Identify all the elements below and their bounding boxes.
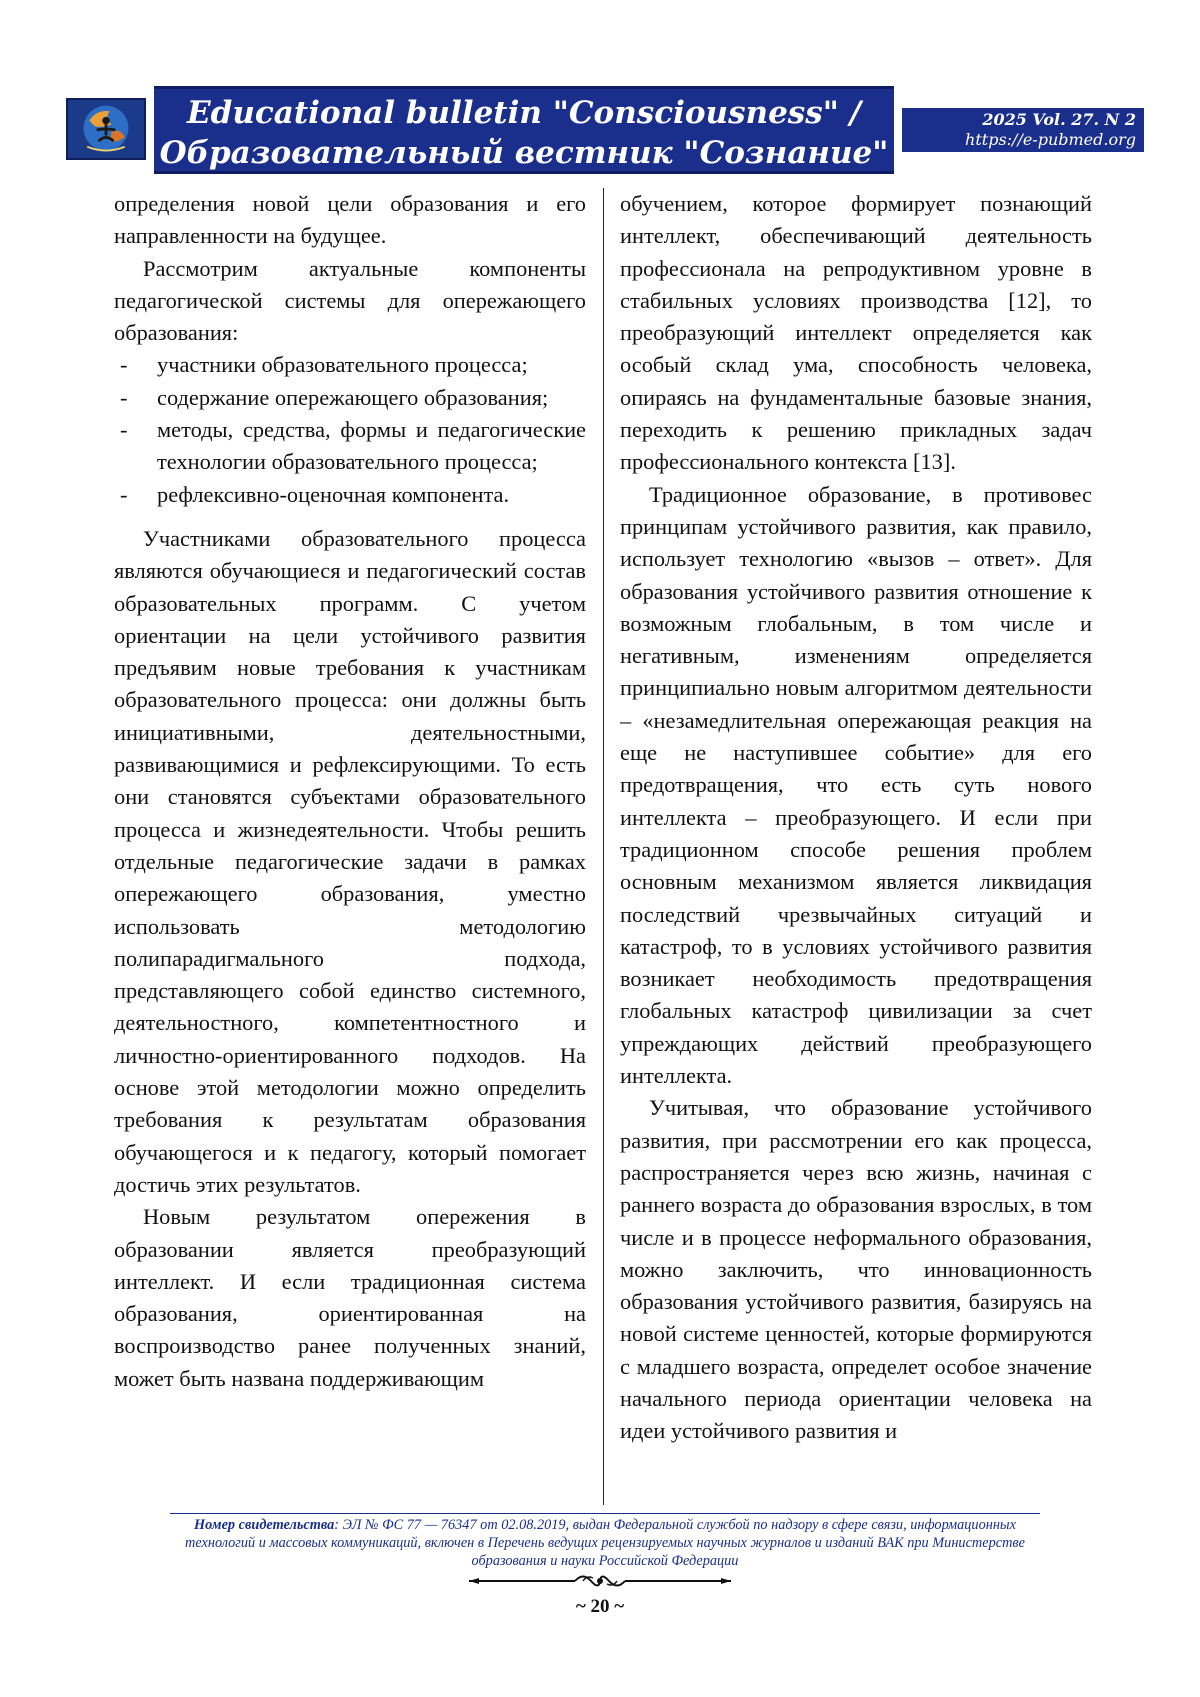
journal-title-banner <box>154 86 894 174</box>
components-list <box>114 349 586 510</box>
left-column <box>114 188 586 1505</box>
decorative-flourish-icon <box>465 1570 735 1592</box>
list-item: - содержание опережающего образования; <box>114 382 586 414</box>
paragraph: Рассмотрим актуальные компоненты педагогической системы для опережающего образования: <box>114 255 586 346</box>
paragraph: Новым результатом опережения в образовании является преобразующий интеллект. И если традиционная система образования, ориентированная на воспроизводство ранее полученных знаний, может быть названа поддерживающим <box>114 1204 586 1391</box>
certificate-text: : ЭЛ № ФС 77 — 76347 от 02.08.2019, выдан Федеральной службой по надзору в сфере связи, информационных технологий и массовых коммуникаций, включен в Перечень ведущих рецензируемых научных журналов и изданий ВАК при Министерстве образования и науки Российской Федерации <box>185 1517 1025 1569</box>
certificate-label: Номер свидетельства <box>194 1517 335 1533</box>
paragraph: Участниками образовательного процесса являются обучающиеся и педагогический состав образовательных программ. С учетом ориентации на цели устойчивого развития предъявим новые требования к участникам образовательного процесса: они должны быть инициативными, деятельностными, развивающимися и рефлексирующими. То есть они становятся субъектами образовательного процесса и жизнедеятельности. Чтобы решить отдельные педагогические задачи в рамках опережающего образования, уместно использовать методологию полипарадигмального подхода, представляющего собой единство системного, деятельностного, компетентностного и личностно-ориентированного подходов. На основе этой методологии можно определить требования к результатам образования обучающегося и к педагогу, который помогает достичь этих результатов. <box>114 525 586 1197</box>
list-item: - участники образовательного процесса; <box>114 349 586 381</box>
paragraph: Традиционное образование, в противовес принципам устойчивого развития, как правило, использует технологию «вызов – ответ». Для образования устойчивого развития отношение к возможным глобальным, в том числе и негативным, изменениям определяется принципиально новым алгоритмом деятельности – «незамедлительная опережающая реакция на еще не наступившее событие» для его предотвращения, что есть суть нового интеллекта – преобразующего. И если при традиционном способе решения проблем основным механизмом является ликвидация последствий чрезвычайных ситуаций и катастроф, то в условиях устойчивого развития возникает необходимость предотвращения глобальных катастроф цивилизации за счет упреждающих действий преобразующего интеллекта. <box>620 481 1092 1089</box>
meditating-figure-globe-icon <box>68 100 144 158</box>
certificate-note <box>170 1516 1040 1570</box>
issue-volume: 2025 Vol. 27. N 2 <box>982 110 1136 129</box>
list-item: - методы, средства, формы и педагогические технологии образовательного процесса; <box>114 414 586 479</box>
column-divider <box>603 188 604 1505</box>
paragraph: Учитывая, что образование устойчивого развития, при рассмотрении его как процесса, распространяется через всю жизнь, начиная с раннего возраста до образования взрослых, в том числе и в процессе неформального образования, можно заключить, что инновационность образования устойчивого развития, базируясь на новой системе ценностей, которые формируются с младшего возраста, определет особое значение начального периода ориентации человека на идеи устойчивого развития и <box>620 1095 1092 1444</box>
journal-site-link[interactable]: https://e-pubmed.org <box>965 130 1136 149</box>
issue-info <box>902 108 1144 152</box>
page-number: ~ 20 ~ <box>575 1596 625 1617</box>
list-item: - рефлексивно-оценочная компонента. <box>114 479 586 511</box>
right-column <box>620 188 1092 1505</box>
journal-title-en: Educational bulletin "Consciousness" / <box>187 95 861 131</box>
paragraph: обучением, которое формирует познающий интеллект, обеспечивающий деятельность профессионала на репродуктивном уровне в стабильных условиях производства [12], то преобразующий интеллект определяется как особый склад ума, способность человека, опираясь на фундаментальные базовые знания, переходить к решению прикладных задач профессионального контекста [13]. <box>620 191 1092 475</box>
paragraph: определения новой цели образования и его направленности на будущее. <box>114 191 586 249</box>
journal-logo <box>66 98 146 160</box>
footer-divider <box>170 1513 1040 1514</box>
journal-title-ru: Образовательный вестник "Сознание" <box>159 135 889 171</box>
